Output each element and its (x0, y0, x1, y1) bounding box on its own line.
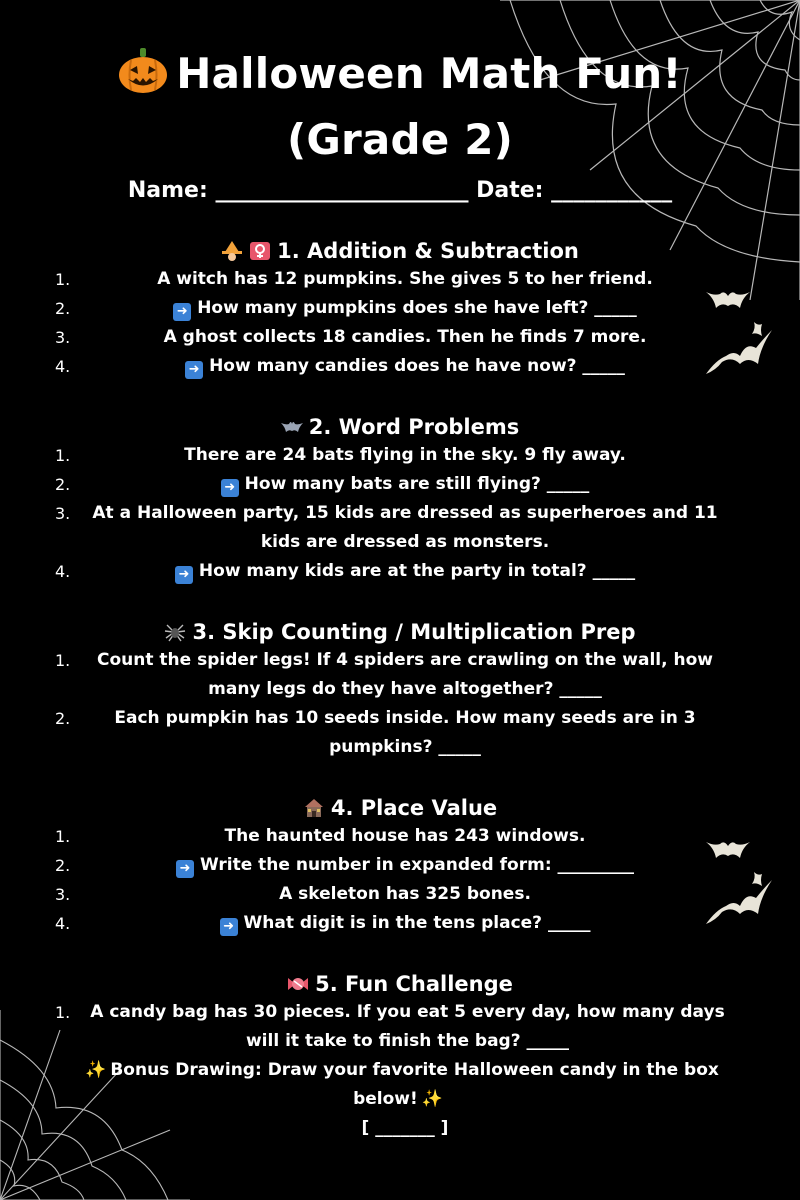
sparkles-icon: ✨ (421, 1089, 443, 1109)
list-item: 3. At a Halloween party, 15 kids are dressed as superheroes and 11 kids are dressed as monsters. (55, 503, 718, 552)
date-blank[interactable]: ___________ (551, 178, 673, 203)
jack-o-lantern-icon (118, 48, 168, 94)
section-heading: 2. Word Problems (0, 413, 800, 441)
title-grade: (Grade 2) (286, 115, 514, 164)
right-arrow-icon: ➜ (173, 303, 191, 321)
name-date-line (0, 176, 800, 206)
list-item: 1. Count the spider legs! If 4 spiders are crawling on the wall, how many legs do they have altogether? _____ (55, 650, 713, 699)
list-item: 1. A witch has 12 pumpkins. She gives 5 to her friend. (55, 269, 653, 289)
section-addition-subtraction (0, 237, 800, 381)
section-heading: 4. Place Value (0, 794, 800, 822)
list-item: 3. A ghost collects 18 candies. Then he finds 7 more. (55, 327, 647, 347)
haunted-house-icon (303, 798, 325, 818)
candy-icon (287, 974, 309, 994)
list-item: 4. ➜ What digit is in the tens place? _____ (55, 913, 591, 934)
bat-icon (281, 417, 303, 437)
list-item: 1. The haunted house has 243 windows. (55, 826, 586, 846)
right-arrow-icon: ➜ (176, 860, 194, 878)
section-place-value (0, 794, 800, 938)
right-arrow-icon: ➜ (220, 918, 238, 936)
list-item: 1. There are 24 bats flying in the sky. 9 fly away. (55, 445, 626, 465)
female-sign-icon (249, 241, 271, 261)
list-item: 2. Each pumpkin has 10 seeds inside. How many seeds are in 3 pumpkins? _____ (55, 708, 696, 757)
spider-icon (164, 622, 186, 642)
bonus-line: ✨ Bonus Drawing: Draw your favorite Halloween candy in the box below! ✨ (85, 1060, 719, 1109)
sparkles-icon: ✨ (85, 1060, 107, 1080)
date-label: Date: (476, 178, 544, 203)
section-heading: 3. Skip Counting / Multiplication Prep (0, 618, 800, 646)
right-arrow-icon: ➜ (221, 479, 239, 497)
list-item: 2. ➜ Write the number in expanded form: _________ (55, 855, 635, 876)
page-title (0, 48, 800, 98)
right-arrow-icon: ➜ (185, 361, 203, 379)
right-arrow-icon: ➜ (175, 566, 193, 584)
list-item: 2. ➜ How many bats are still flying? _____ (55, 474, 590, 495)
drawing-box[interactable]: [ _______ ] (361, 1118, 449, 1138)
name-blank[interactable]: _______________________ (215, 178, 469, 203)
list-item: 1. A candy bag has 30 pieces. If you eat 5 every day, how many days will it take to finish the bag? _____ (55, 1002, 725, 1051)
list-item: 2. ➜ How many pumpkins does she have left? _____ (55, 298, 637, 319)
title-line-1: Halloween Math Fun! (176, 49, 682, 98)
name-label: Name: (127, 178, 208, 203)
list-item: 4. ➜ How many candies does he have now? _____ (55, 356, 625, 377)
section-heading: 5. Fun Challenge (0, 970, 800, 998)
section-word-problems (0, 413, 800, 586)
witch-icon (221, 241, 243, 261)
list-item: 3. A skeleton has 325 bones. (55, 884, 531, 904)
section-skip-counting (0, 618, 800, 762)
section-fun-challenge (0, 970, 800, 1143)
section-heading: 1. Addition & Subtraction (0, 237, 800, 265)
list-item: 4. ➜ How many kids are at the party in total? _____ (55, 561, 636, 582)
